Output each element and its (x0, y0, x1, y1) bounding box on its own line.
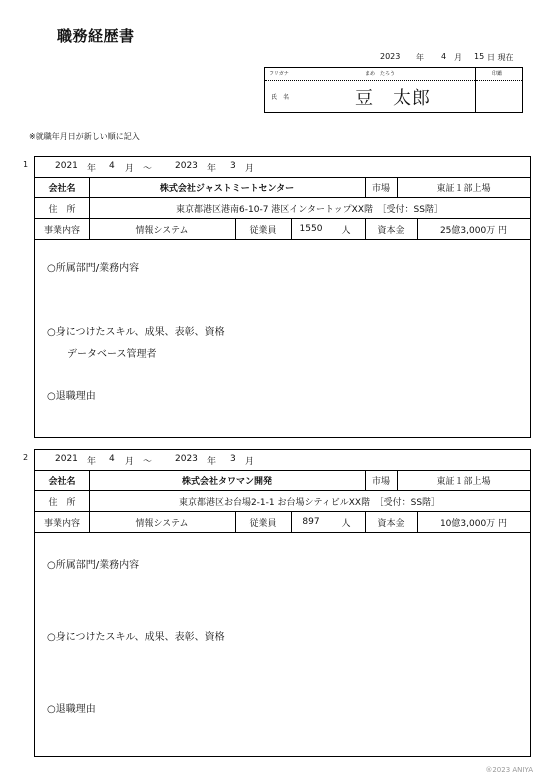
business-row (35, 219, 530, 240)
date-month-unit: 月 (454, 53, 462, 62)
capital-value[interactable]: 10億3,000万 円 (439, 518, 508, 529)
date-year-unit: 年 (416, 53, 424, 62)
period-row (35, 157, 530, 178)
company-name[interactable]: 株式会社ジャストミートセンター (159, 184, 295, 194)
job-section (34, 449, 531, 757)
employees-value[interactable]: 897 (302, 517, 320, 527)
name-label: 氏 名 (271, 94, 290, 101)
capital-label: 資本金 (377, 518, 405, 529)
document-title: 職務経歴書 (57, 27, 135, 45)
skills-heading: ○身につけたスキル、成果、表彰、資格 (47, 632, 225, 643)
month-unit: 月 (125, 457, 135, 467)
job-index: 2 (23, 453, 29, 462)
person-unit: 人 (341, 225, 351, 236)
capital-value[interactable]: 25億3,000万 円 (439, 225, 508, 236)
market-value[interactable]: 東証１部上場 (436, 477, 491, 487)
seal-label: 印鑑 (492, 71, 503, 77)
copyright-footer: ®2023 ANIYA (485, 766, 533, 774)
address-label: 住 所 (48, 497, 76, 508)
job-index: 1 (23, 160, 29, 169)
reason-heading: ○退職理由 (47, 391, 96, 402)
company-row (35, 471, 530, 491)
year-unit: 年 (207, 164, 217, 174)
tilde: ～ (143, 457, 153, 467)
year-unit: 年 (87, 164, 97, 174)
business-row (35, 512, 530, 533)
furigana-row (265, 68, 475, 81)
furigana-label: フリガナ (269, 71, 289, 77)
name-box (264, 67, 523, 113)
date-month: 4 (441, 52, 447, 61)
company-name[interactable]: 株式会社タワマン開発 (181, 477, 272, 487)
market-value[interactable]: 東証１部上場 (436, 184, 491, 194)
tilde: ～ (143, 164, 153, 174)
skills-heading: ○身につけたスキル、成果、表彰、資格 (47, 327, 225, 338)
end-year: 2023 (175, 161, 198, 171)
market-label: 市場 (371, 184, 390, 194)
address-row (35, 491, 530, 512)
end-month: 3 (230, 454, 236, 464)
business-label: 事業内容 (43, 518, 80, 529)
start-month: 4 (109, 454, 115, 464)
person-unit: 人 (341, 518, 351, 529)
month-unit: 月 (245, 457, 255, 467)
business-value[interactable]: 情報システム (135, 225, 189, 236)
end-year: 2023 (175, 454, 198, 464)
start-year: 2021 (55, 454, 78, 464)
business-value[interactable]: 情報システム (135, 518, 189, 529)
employees-label: 従業員 (249, 518, 277, 529)
job-section (34, 156, 531, 438)
name-value[interactable]: 豆 太郎 (355, 88, 431, 109)
employees-label: 従業員 (249, 225, 277, 236)
date-day-unit: 日 現在 (487, 53, 514, 62)
year-unit: 年 (87, 457, 97, 467)
market-label: 市場 (371, 477, 390, 487)
date-year: 2023 (380, 52, 401, 61)
dept-heading: ○所属部門/業務内容 (47, 263, 140, 274)
date-day: 15 (474, 52, 485, 61)
company-label: 会社名 (48, 184, 76, 194)
start-month: 4 (109, 161, 115, 171)
address-value[interactable]: 東京都港区お台場2-1-1 お台場シティビルXX階 ［受付：SS階］ (178, 497, 441, 508)
employees-value[interactable]: 1550 (299, 224, 323, 234)
end-month: 3 (230, 161, 236, 171)
dept-heading: ○所属部門/業務内容 (47, 560, 140, 571)
address-value[interactable]: 東京都港区港南6-10-7 港区インタートップXX階 ［受付：SS階］ (176, 204, 443, 215)
company-row (35, 178, 530, 198)
year-unit: 年 (207, 457, 217, 467)
address-row (35, 198, 530, 219)
start-year: 2021 (55, 161, 78, 171)
skills-detail[interactable]: データベース管理者 (67, 349, 157, 360)
reason-heading: ○退職理由 (47, 704, 96, 715)
period-row (35, 450, 530, 471)
seal-box (475, 68, 522, 112)
address-label: 住 所 (48, 204, 76, 215)
month-unit: 月 (125, 164, 135, 174)
business-label: 事業内容 (43, 225, 80, 236)
month-unit: 月 (245, 164, 255, 174)
instruction-note: ※就職年月日が新しい順に記入 (29, 132, 140, 141)
furigana-value[interactable]: まめ たろう (365, 71, 396, 77)
company-label: 会社名 (48, 477, 76, 487)
capital-label: 資本金 (377, 225, 405, 236)
